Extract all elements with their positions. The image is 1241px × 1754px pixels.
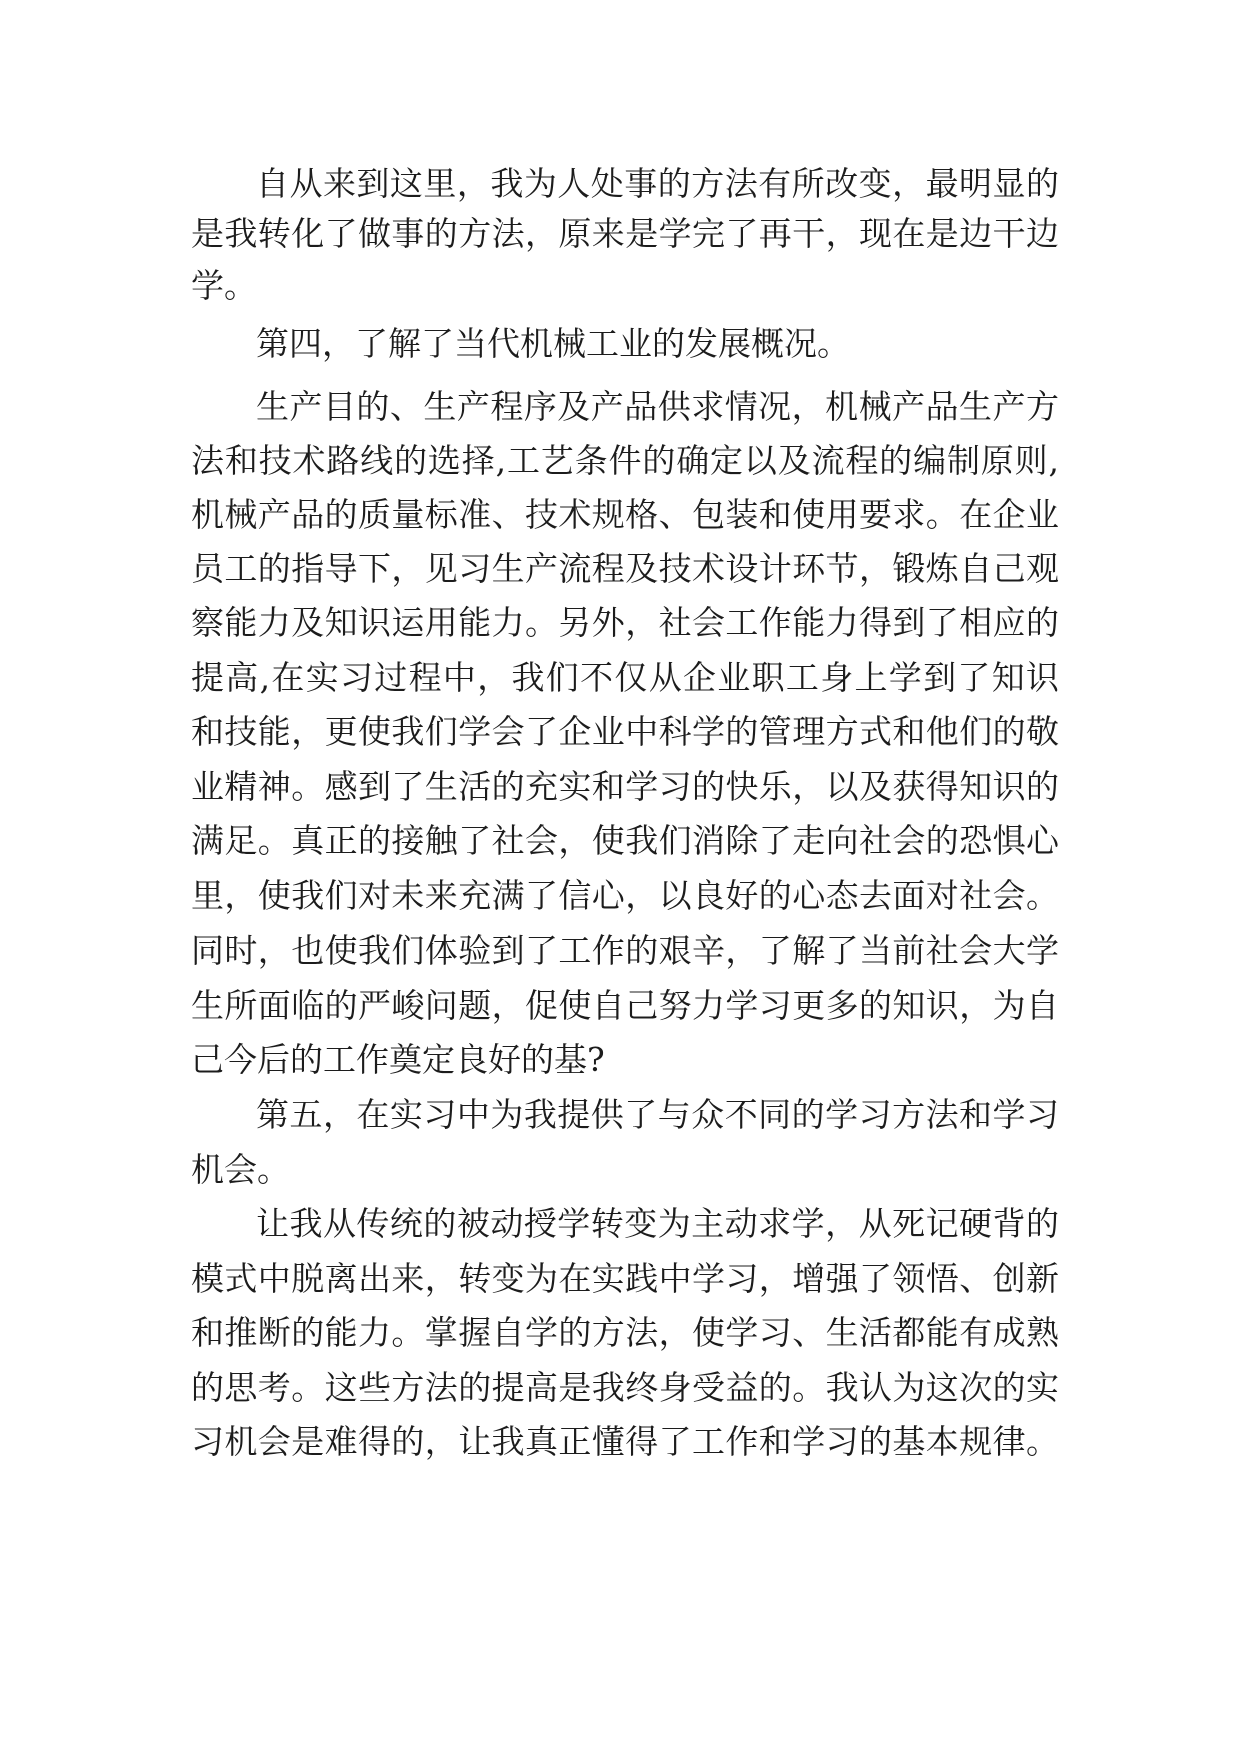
text-line: 学。 xyxy=(191,266,257,305)
text-line: 生产目的、生产程序及产品供求情况，机械产品生产方 xyxy=(256,387,1059,426)
text-line: 员工的指导下，见习生产流程及技术设计环节，锻炼自己观 xyxy=(191,549,1059,588)
text-line: 己今后的工作奠定良好的基? xyxy=(191,1040,605,1079)
text-line: 自从来到这里，我为人处事的方法有所改变，最明显的 xyxy=(256,164,1059,203)
text-line: 同时，也使我们体验到了工作的艰辛，了解了当前社会大学 xyxy=(191,931,1059,970)
text-line: 让我从传统的被动授学转变为主动求学，从死记硬背的 xyxy=(256,1204,1059,1243)
text-line: 生所面临的严峻问题，促使自己努力学习更多的知识，为自 xyxy=(191,986,1059,1025)
text-line: 里，使我们对未来充满了信心，以良好的心态去面对社会。 xyxy=(191,876,1059,915)
text-line: 模式中脱离出来，转变为在实践中学习，增强了领悟、创新 xyxy=(191,1259,1059,1298)
text-line: 的思考。这些方法的提高是我终身受益的。我认为这次的实 xyxy=(191,1368,1059,1407)
section-heading: 第四，了解了当代机械工业的发展概况。 xyxy=(256,324,850,363)
text-line: 习机会是难得的，让我真正懂得了工作和学习的基本规律。 xyxy=(191,1422,1059,1461)
text-line: 提高,在实习过程中，我们不仅从企业职工身上学到了知识 xyxy=(191,658,1059,697)
text-line: 和推断的能力。掌握自学的方法，使学习、生活都能有成熟 xyxy=(191,1313,1059,1352)
text-line: 和技能，更使我们学会了企业中科学的管理方式和他们的敬 xyxy=(191,712,1059,751)
text-line: 机械产品的质量标准、技术规格、包装和使用要求。在企业 xyxy=(191,495,1059,534)
text-line: 法和技术路线的选择,工艺条件的确定以及流程的编制原则, xyxy=(191,441,1059,480)
text-line: 业精神。感到了生活的充实和学习的快乐，以及获得知识的 xyxy=(191,767,1059,806)
text-line: 满足。真正的接触了社会，使我们消除了走向社会的恐惧心 xyxy=(191,821,1059,860)
section-heading: 机会。 xyxy=(191,1150,290,1189)
text-line: 察能力及知识运用能力。另外，社会工作能力得到了相应的 xyxy=(191,603,1059,642)
text-line: 是我转化了做事的方法，原来是学完了再干，现在是边干边 xyxy=(191,214,1059,253)
section-heading: 第五，在实习中为我提供了与众不同的学习方法和学习 xyxy=(256,1095,1059,1134)
